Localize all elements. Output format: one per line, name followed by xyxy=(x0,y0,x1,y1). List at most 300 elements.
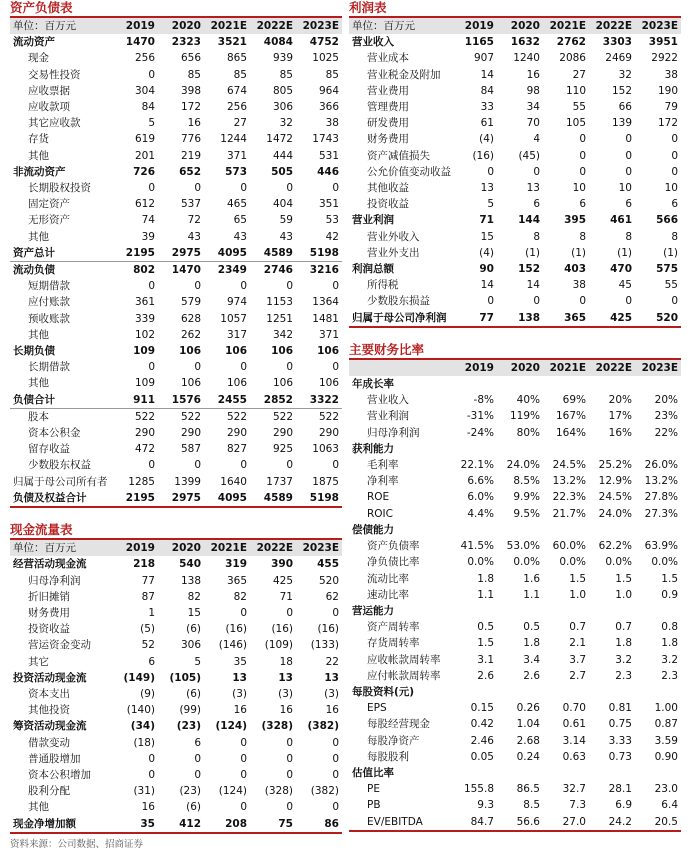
cell-value: 2455 xyxy=(217,393,247,406)
table-row xyxy=(10,654,342,670)
cell-value: 33 xyxy=(480,101,494,114)
cell-value: 3.14 xyxy=(562,734,586,747)
table-row xyxy=(349,749,681,765)
cell-value: 16% xyxy=(608,426,632,439)
cell-value: 3216 xyxy=(296,262,342,279)
cell-value: 16 xyxy=(325,704,339,717)
cell-value: 27 xyxy=(233,117,247,130)
cell-value: 60.0% xyxy=(552,540,586,553)
row-label: 负债及权益合计 xyxy=(10,490,112,507)
cell-value: 3.7 xyxy=(569,653,586,666)
income-statement-body xyxy=(349,34,681,327)
cell-value: 106 xyxy=(179,345,201,358)
row-label: 净负债比率 xyxy=(367,556,420,569)
cell-value: 53.0% xyxy=(506,540,540,553)
cell-value: 4095 xyxy=(204,490,250,507)
row-label: 公允价值变动收益 xyxy=(367,165,451,178)
cell-value: 522 xyxy=(296,408,342,425)
table-row xyxy=(10,131,342,147)
table-row xyxy=(10,327,342,343)
cell-value: 587 xyxy=(180,443,201,456)
cell-value: 0 xyxy=(286,361,293,374)
table-row xyxy=(10,474,342,490)
cell-value: 0 xyxy=(332,182,339,195)
cell-value xyxy=(497,376,543,392)
cell-value: 24.5% xyxy=(598,491,632,504)
table-row xyxy=(349,408,681,424)
cell-value: 0.0% xyxy=(605,556,632,569)
cell-value: 304 xyxy=(134,84,155,97)
year-header: 2020 xyxy=(158,17,204,34)
cell-value: 218 xyxy=(133,558,155,571)
cell-value xyxy=(497,522,543,538)
cell-value: 109 xyxy=(133,345,155,358)
cell-value: 465 xyxy=(226,198,247,211)
table-row xyxy=(10,605,342,621)
cell-value: 6 xyxy=(625,198,632,211)
cell-value: 0 xyxy=(579,149,586,162)
cell-value: (382) xyxy=(307,720,339,733)
row-label: 流动比率 xyxy=(367,572,409,585)
cell-value: 8.5 xyxy=(523,799,540,812)
cell-value: 0 xyxy=(625,149,632,162)
table-row xyxy=(10,359,342,375)
row-label: 速动比率 xyxy=(367,588,409,601)
year-header: 2023E xyxy=(296,539,342,556)
cell-value: 13 xyxy=(278,671,293,684)
row-label: 获利能力 xyxy=(352,442,394,455)
cell-value: (1) xyxy=(617,246,632,259)
row-label: 长期借款 xyxy=(28,361,70,374)
row-label: 存货周转率 xyxy=(367,637,420,650)
row-label: 所得税 xyxy=(367,279,399,292)
row-label: 现金 xyxy=(28,52,49,65)
cell-value: 27.3% xyxy=(644,507,678,520)
cell-value: 119% xyxy=(509,410,540,423)
unit-label: 单位：百万元 xyxy=(349,17,451,34)
cell-value: 3.59 xyxy=(654,734,678,747)
row-label: 其他 xyxy=(28,377,49,390)
cell-value: (149) xyxy=(123,671,155,684)
row-label: 应收帐款周转率 xyxy=(367,653,441,666)
cell-value: 0.05 xyxy=(470,750,494,763)
cell-value: 0 xyxy=(240,182,247,195)
cell-value: 365 xyxy=(226,574,247,587)
row-label: 资本公积增加 xyxy=(28,768,91,781)
cell-value: 1.8 xyxy=(661,637,678,650)
cell-value: 13 xyxy=(324,671,339,684)
cell-value: 139 xyxy=(611,117,632,130)
cell-value: 62.2% xyxy=(598,540,632,553)
cell-value: 15 xyxy=(187,606,201,619)
cell-value: 26.0% xyxy=(644,459,678,472)
table-row xyxy=(10,212,342,228)
cell-value: 0 xyxy=(671,149,678,162)
cell-value: 16 xyxy=(279,704,293,717)
cell-value: 522 xyxy=(158,408,204,425)
row-label: 投资收益 xyxy=(367,198,409,211)
table-row xyxy=(10,83,342,99)
row-label: 非流动资产 xyxy=(13,165,66,178)
cell-value: 10 xyxy=(664,182,678,195)
cell-value: (146) xyxy=(218,639,247,652)
cell-value: 0 xyxy=(332,280,339,293)
cell-value: 23.0 xyxy=(654,783,678,796)
cell-value xyxy=(497,684,543,700)
cell-value: 55 xyxy=(572,101,586,114)
table-row xyxy=(10,180,342,196)
cell-value: 22% xyxy=(654,426,678,439)
cell-value: 10 xyxy=(618,182,632,195)
table-row xyxy=(349,164,681,180)
row-label: 每股股利 xyxy=(367,750,409,763)
cell-value: 1632 xyxy=(510,36,540,49)
row-label: 每股资料(元) xyxy=(352,685,415,698)
row-label: 其他投资 xyxy=(28,704,70,717)
cell-value: 726 xyxy=(133,165,155,178)
cell-value: 82 xyxy=(187,590,201,603)
cell-value xyxy=(543,603,589,619)
cell-value: 6.9 xyxy=(615,799,632,812)
year-header: 2021E xyxy=(543,359,589,376)
cell-value: 2852 xyxy=(263,393,293,406)
cell-value xyxy=(589,684,635,700)
cell-value: 77 xyxy=(451,310,497,327)
table-row xyxy=(349,652,681,668)
table-row xyxy=(10,589,342,605)
cell-value xyxy=(635,522,681,538)
cell-value: 38 xyxy=(664,68,678,81)
cell-value: 974 xyxy=(226,296,247,309)
cell-value: 566 xyxy=(656,214,678,227)
cell-value: 1.5 xyxy=(661,572,678,585)
cell-value xyxy=(543,522,589,538)
cell-value: (1) xyxy=(571,246,586,259)
row-label: 利润总额 xyxy=(352,263,394,276)
row-label: 长期股权投资 xyxy=(28,182,91,195)
cell-value: 0.87 xyxy=(654,718,678,731)
table-row xyxy=(349,765,681,781)
cell-value: 14 xyxy=(526,279,540,292)
row-label: 净利率 xyxy=(367,475,399,488)
cell-value: (328) xyxy=(261,720,293,733)
year-header: 2022E xyxy=(589,17,635,34)
cell-value: 2.3 xyxy=(615,669,632,682)
cell-value: 90 xyxy=(479,263,494,276)
cell-value: 656 xyxy=(180,52,201,65)
cell-value xyxy=(497,441,543,457)
cell-value: 14 xyxy=(480,68,494,81)
cell-value: 1251 xyxy=(266,312,293,325)
cell-value: (16) xyxy=(225,623,247,636)
row-label: 应付帐款周转率 xyxy=(367,669,441,682)
ratios-title: 主要财务比率 xyxy=(349,341,425,357)
cell-value: 106 xyxy=(272,377,293,390)
cell-value: 3.1 xyxy=(477,653,494,666)
row-label: 折旧摊销 xyxy=(28,590,70,603)
cell-value: 5 xyxy=(487,198,494,211)
unit-label xyxy=(349,359,451,376)
cell-value: 1.5 xyxy=(615,572,632,585)
row-label: 营业收入 xyxy=(367,394,409,407)
cell-value: 20% xyxy=(654,394,678,407)
cell-value: 1470 xyxy=(158,262,204,279)
cell-value: 6 xyxy=(194,736,201,749)
income-statement-title: 利润表 xyxy=(349,0,387,15)
cell-value xyxy=(635,376,681,392)
table-row xyxy=(349,457,681,473)
cell-value xyxy=(543,765,589,781)
cell-value: 15 xyxy=(480,230,494,243)
cell-value: 540 xyxy=(179,558,201,571)
cell-value: 105 xyxy=(565,117,586,130)
cell-value: 470 xyxy=(610,263,632,276)
row-label: 归属于母公司所有者 xyxy=(13,475,108,488)
table-row xyxy=(10,67,342,83)
cell-value: 0 xyxy=(240,606,247,619)
cell-value: 52 xyxy=(141,639,155,652)
cell-value: 652 xyxy=(179,165,201,178)
cell-value xyxy=(589,522,635,538)
cell-value: (23) xyxy=(179,785,201,798)
cell-value: 628 xyxy=(180,312,201,325)
cell-value: 1472 xyxy=(266,133,293,146)
cell-value: 365 xyxy=(543,310,589,327)
cell-value: 0.0% xyxy=(467,556,494,569)
cell-value: 34 xyxy=(526,101,540,114)
cell-value: 8.5% xyxy=(513,475,540,488)
row-label: 流动资产 xyxy=(13,36,55,49)
cell-value: 106 xyxy=(226,377,247,390)
row-label: EV/EBITDA xyxy=(349,814,451,831)
cell-value: 4.4% xyxy=(467,507,494,520)
cell-value: 0 xyxy=(148,280,155,293)
year-header: 2019 xyxy=(451,17,497,34)
cell-value: 0.15 xyxy=(470,702,494,715)
cell-value xyxy=(635,441,681,457)
cell-value: 2086 xyxy=(559,52,586,65)
table-row xyxy=(349,489,681,505)
cell-value: 446 xyxy=(317,165,339,178)
cell-value: 82 xyxy=(233,590,247,603)
cell-value: 201 xyxy=(134,149,155,162)
cell-value: 17% xyxy=(608,410,632,423)
cell-value: 1875 xyxy=(312,475,339,488)
cell-value xyxy=(589,376,635,392)
row-label: 借款变动 xyxy=(28,736,70,749)
cell-value: 109 xyxy=(134,377,155,390)
cell-value xyxy=(451,603,497,619)
cell-value: 7.3 xyxy=(569,799,586,812)
table-row xyxy=(10,343,342,359)
cell-value: 1244 xyxy=(220,133,247,146)
cell-value: 776 xyxy=(180,133,201,146)
cell-value: (9) xyxy=(140,687,155,700)
row-label: 现金净增加额 xyxy=(10,816,112,833)
cell-value: (1) xyxy=(663,246,678,259)
row-label: 财务费用 xyxy=(28,606,70,619)
cell-value: 0 xyxy=(332,459,339,472)
cell-value: 619 xyxy=(134,133,155,146)
table-row xyxy=(349,668,681,684)
cell-value: 1.5 xyxy=(477,637,494,650)
table-row xyxy=(10,751,342,767)
balance-sheet-title: 资产负债表 xyxy=(10,0,73,15)
cell-value: 79 xyxy=(664,101,678,114)
year-header: 2019 xyxy=(112,539,158,556)
table-row xyxy=(349,733,681,749)
cell-value: -31% xyxy=(466,410,494,423)
table-row xyxy=(10,375,342,391)
cell-value: 0 xyxy=(240,736,247,749)
cell-value: 43 xyxy=(279,230,293,243)
cell-value: 1.0 xyxy=(615,588,632,601)
cell-value: 395 xyxy=(564,214,586,227)
cell-value: 573 xyxy=(225,165,247,178)
cell-value: 6 xyxy=(671,198,678,211)
table-row xyxy=(10,783,342,799)
cell-value: 3322 xyxy=(309,393,339,406)
table-row xyxy=(10,799,342,815)
income-statement-header-row xyxy=(349,17,681,34)
cell-value: 12.9% xyxy=(598,475,632,488)
cell-value: 0 xyxy=(148,459,155,472)
year-header: 2021E xyxy=(543,17,589,34)
cell-value xyxy=(589,765,635,781)
table-row xyxy=(349,229,681,245)
cell-value: 3.2 xyxy=(615,653,632,666)
cell-value: 0 xyxy=(332,752,339,765)
cell-value: 2.46 xyxy=(470,734,494,747)
cell-value: 2975 xyxy=(171,246,201,259)
cell-value: (3) xyxy=(232,687,247,700)
table-row xyxy=(10,278,342,294)
cell-value: 71 xyxy=(479,214,494,227)
row-label: 资产总计 xyxy=(13,246,55,259)
row-label: 营业利润 xyxy=(352,214,394,227)
cell-value: 0 xyxy=(194,752,201,765)
row-label: 留存收益 xyxy=(28,443,70,456)
cell-value: 0.81 xyxy=(608,702,632,715)
cell-value: 306 xyxy=(180,639,201,652)
cell-value: 43 xyxy=(233,230,247,243)
cell-value: -8% xyxy=(473,394,494,407)
cell-value: 1153 xyxy=(266,296,293,309)
cell-value: 522 xyxy=(250,408,296,425)
cell-value: 2349 xyxy=(204,262,250,279)
row-label: 管理费用 xyxy=(367,101,409,114)
cell-value: (133) xyxy=(310,639,339,652)
cash-flow-title: 现金流量表 xyxy=(10,522,73,538)
source-note: 资料来源：公司数据、招商证券 xyxy=(10,839,144,850)
cell-value: 0 xyxy=(286,606,293,619)
cell-value: 20.5 xyxy=(635,814,681,831)
cell-value: 939 xyxy=(272,52,293,65)
cell-value: 4589 xyxy=(250,490,296,507)
cell-value: 1364 xyxy=(312,296,339,309)
cell-value: 3303 xyxy=(602,36,632,49)
cell-value: 0 xyxy=(671,165,678,178)
row-label: 其他 xyxy=(28,149,49,162)
cell-value: 3.4 xyxy=(523,653,540,666)
cell-value: 35 xyxy=(233,655,247,668)
cell-value: 38 xyxy=(325,117,339,130)
row-label: 营业利润 xyxy=(367,410,409,423)
cell-value: (4) xyxy=(479,133,494,146)
cell-value: 1285 xyxy=(128,475,155,488)
cell-value: 14 xyxy=(480,279,494,292)
cell-value: 65 xyxy=(233,214,247,227)
table-row xyxy=(10,637,342,653)
cell-value: 0 xyxy=(286,768,293,781)
cell-value: (328) xyxy=(264,785,293,798)
cell-value: 371 xyxy=(318,328,339,341)
cell-value: (45) xyxy=(518,149,540,162)
cell-value: 28.1 xyxy=(608,783,632,796)
cell-value: 0 xyxy=(533,165,540,178)
cell-value: 290 xyxy=(180,427,201,440)
table-row xyxy=(349,781,681,797)
row-label: 归母净利润 xyxy=(367,426,420,439)
cell-value: 106 xyxy=(271,345,293,358)
cell-value: 1063 xyxy=(312,443,339,456)
cell-value: 208 xyxy=(204,816,250,833)
row-label: 资产周转率 xyxy=(367,621,420,634)
cell-value: 537 xyxy=(180,198,201,211)
cell-value: 2469 xyxy=(605,52,632,65)
cell-value: 2.6 xyxy=(523,669,540,682)
cell-value: 80% xyxy=(516,426,540,439)
cell-value: 0.61 xyxy=(562,718,586,731)
cell-value: 0 xyxy=(579,133,586,146)
cell-value: (16) xyxy=(472,149,494,162)
table-row xyxy=(10,99,342,115)
row-label: 应收款项 xyxy=(28,101,70,114)
table-row xyxy=(349,293,681,309)
cell-value: 4 xyxy=(533,133,540,146)
table-row xyxy=(10,735,342,751)
cell-value: (124) xyxy=(215,720,247,733)
table-row xyxy=(349,310,681,327)
table-row xyxy=(349,554,681,570)
table-row xyxy=(349,277,681,293)
cell-value: 0 xyxy=(148,68,155,81)
cell-value: 0 xyxy=(625,165,632,178)
cell-value: 1399 xyxy=(174,475,201,488)
table-row xyxy=(10,718,342,734)
cell-value: 32.7 xyxy=(562,783,586,796)
year-header: 2019 xyxy=(451,359,497,376)
table-row xyxy=(349,797,681,813)
cell-value: 74 xyxy=(141,214,155,227)
row-label: 营业税金及附加 xyxy=(367,68,441,81)
cell-value xyxy=(497,765,543,781)
cell-value: 138 xyxy=(497,310,543,327)
cell-value: 0 xyxy=(286,752,293,765)
year-header: 2023E xyxy=(296,17,342,34)
cell-value: 40% xyxy=(516,394,540,407)
table-row xyxy=(10,816,342,833)
cell-value xyxy=(589,441,635,457)
cell-value: 262 xyxy=(180,328,201,341)
unit-label: 单位：百万元 xyxy=(10,539,112,556)
table-row xyxy=(10,164,342,180)
row-label: 少数股东损益 xyxy=(367,295,430,308)
cell-value: (6) xyxy=(186,687,201,700)
table-row xyxy=(349,522,681,538)
cell-value: 2195 xyxy=(125,246,155,259)
cell-value: 6 xyxy=(148,655,155,668)
